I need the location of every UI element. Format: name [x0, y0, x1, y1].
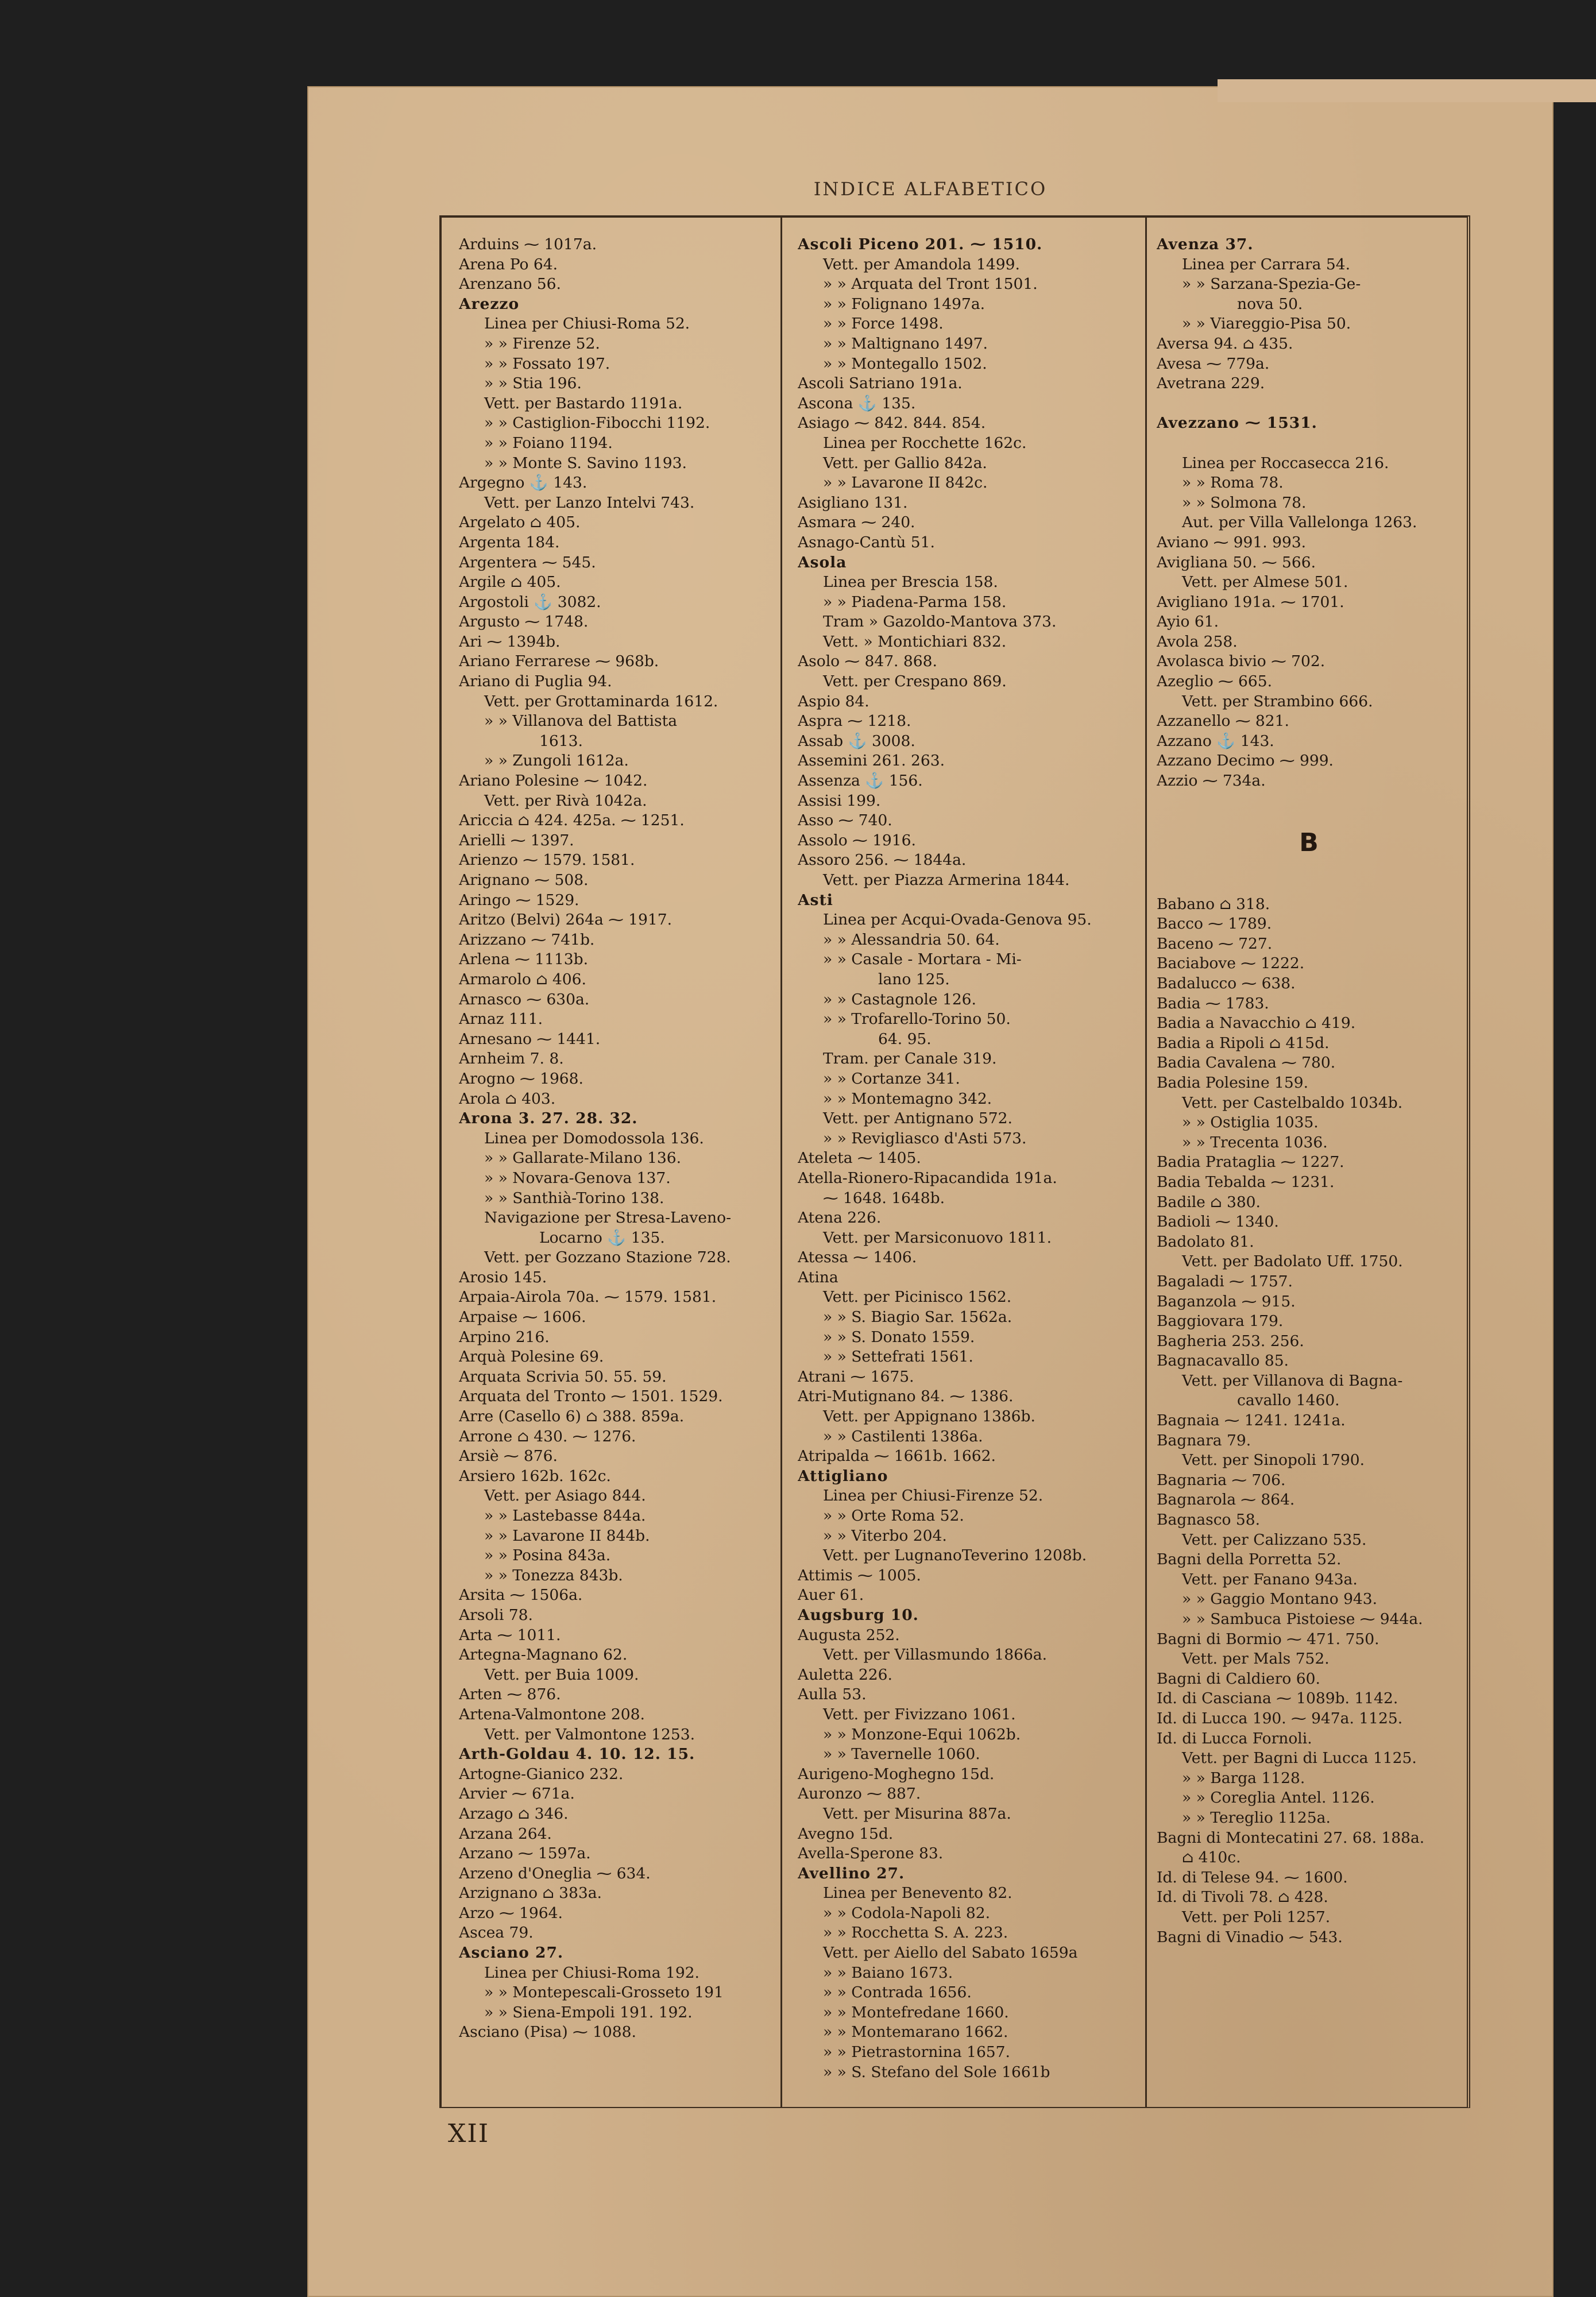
index-entry: Vett. per Buia 1009. [484, 1665, 639, 1684]
index-entry: » » Folignano 1497a. [823, 295, 986, 313]
index-entry: Arrone ⌂ 430. ⁓ 1276. [459, 1427, 636, 1445]
index-entry: Badolato 81. [1157, 1232, 1254, 1251]
index-entry: » » Montemarano 1662. [823, 2023, 1008, 2041]
index-entry: Ascona ⚓ 135. [798, 394, 916, 412]
index-entry: Armarolo ⌂ 406. [459, 970, 586, 988]
page-number: XII [448, 2119, 490, 2148]
index-heading: Avellino 27. [798, 1864, 905, 1882]
index-entry: Ari ⁓ 1394b. [459, 632, 561, 651]
index-entry: Vett. per Marsiconuovo 1811. [823, 1228, 1052, 1247]
index-entry: Arenzano 56. [459, 275, 561, 293]
index-entry: Avigliana 50. ⁓ 566. [1157, 553, 1316, 571]
index-entry: » » Gaggio Montano 943. [1182, 1590, 1378, 1608]
index-entry: 64. 95. [878, 1030, 932, 1048]
column-rule [1145, 218, 1147, 2107]
index-entry: Avegno 15d. [798, 1824, 894, 1843]
index-entry: lano 125. [878, 970, 950, 988]
index-column-3 [1157, 235, 1461, 2090]
index-entry: Vett. per Sinopoli 1790. [1182, 1451, 1365, 1470]
index-entry: Babano ⌂ 318. [1157, 895, 1270, 913]
index-entry: Azzio ⁓ 734a. [1157, 772, 1266, 790]
index-entry: » » Lavarone II 842c. [823, 474, 988, 492]
index-entry: » » Montefredane 1660. [823, 2003, 1009, 2021]
index-heading: Ascoli Piceno 201. ⁓ 1510. [798, 235, 1043, 253]
index-entry: Vett. per Grottaminarda 1612. [484, 692, 718, 710]
index-entry: Asigliano 131. [798, 493, 908, 512]
index-entry: Aritzo (Belvi) 264a ⁓ 1917. [459, 911, 673, 929]
index-entry: Vett. per Mals 752. [1182, 1650, 1330, 1668]
index-column-2 [798, 235, 1137, 2090]
index-entry: Navigazione per Stresa-Laveno- [484, 1209, 732, 1227]
index-entry: » » S. Biagio Sar. 1562a. [823, 1308, 1013, 1327]
index-entry: Bagni di Montecatini 27. 68. 188a. [1157, 1828, 1425, 1847]
index-entry: Avesa ⁓ 779a. [1157, 354, 1270, 373]
index-entry: Badioli ⁓ 1340. [1157, 1213, 1279, 1231]
page-header: INDICE ALFABETICO [813, 178, 1048, 200]
index-entry: Artogne-Gianico 232. [459, 1765, 624, 1783]
index-entry: » » Lavarone II 844b. [484, 1526, 650, 1545]
index-entry: Vett. per Misurina 887a. [823, 1804, 1011, 1823]
index-entry: Aulla 53. [798, 1685, 867, 1704]
index-entry: Arnaz 111. [459, 1010, 543, 1028]
index-entry: » » Cortanze 341. [823, 1069, 960, 1088]
index-entry: » » Posina 843a. [484, 1546, 611, 1565]
index-entry: Atripalda ⁓ 1661b. 1662. [798, 1447, 996, 1465]
index-entry: Avigliano 191a. ⁓ 1701. [1157, 593, 1344, 611]
index-entry: Attimis ⁓ 1005. [798, 1566, 921, 1584]
index-entry: Ariano di Puglia 94. [459, 672, 612, 691]
index-entry: » » Sambuca Pistoiese ⁓ 944a. [1182, 1610, 1423, 1628]
index-entry: » » Monzone-Equi 1062b. [823, 1725, 1021, 1743]
index-heading: Arona 3. 27. 28. 32. [459, 1109, 638, 1128]
index-entry: Vett. per Fivizzano 1061. [823, 1705, 1016, 1723]
index-entry: Arogno ⁓ 1968. [459, 1069, 583, 1088]
index-entry: Vett. per Appignano 1386b. [823, 1407, 1035, 1426]
index-entry: Vett. per Strambino 666. [1182, 692, 1373, 710]
index-entry: » » Villanova del Battista [484, 712, 678, 730]
index-entry: » » Arquata del Tront 1501. [823, 275, 1038, 293]
index-entry: Locarno ⚓ 135. [539, 1228, 665, 1247]
index-entry: Bagni della Porretta 52. [1157, 1550, 1342, 1569]
index-entry: Id. di Tivoli 78. ⌂ 428. [1157, 1888, 1328, 1907]
index-entry: Arta ⁓ 1011. [459, 1626, 561, 1644]
index-entry: Atrani ⁓ 1675. [798, 1367, 914, 1386]
index-entry: » » Novara-Genova 137. [484, 1169, 671, 1187]
index-heading: Avenza 37. [1157, 235, 1254, 253]
index-entry: Vett. per Fanano 943a. [1182, 1570, 1358, 1588]
index-entry: Arpaise ⁓ 1606. [459, 1308, 586, 1327]
index-entry: Vett. per Gozzano Stazione 728. [484, 1248, 731, 1267]
index-entry: » » Trecenta 1036. [1182, 1133, 1328, 1151]
index-entry: Argostoli ⚓ 3082. [459, 593, 601, 611]
index-entry: Ateleta ⁓ 1405. [798, 1149, 921, 1167]
index-entry: Atena 226. [798, 1209, 882, 1227]
index-entry: Bagni di Vinadio ⁓ 543. [1157, 1928, 1343, 1946]
index-entry: Arzignano ⌂ 383a. [459, 1884, 602, 1902]
index-entry: Bagheria 253. 256. [1157, 1332, 1304, 1350]
index-entry: » » Viareggio-Pisa 50. [1182, 315, 1351, 333]
index-entry: Arzana 264. [459, 1824, 552, 1843]
index-entry: Vett. per Picinisco 1562. [823, 1288, 1012, 1306]
index-entry: » » Zungoli 1612a. [484, 752, 629, 770]
index-entry: Auronzo ⁓ 887. [798, 1785, 921, 1803]
index-entry: Arquata Scrivia 50. 55. 59. [459, 1367, 667, 1386]
index-entry: » » Gallarate-Milano 136. [484, 1149, 682, 1167]
index-entry: Arvier ⁓ 671a. [459, 1785, 575, 1803]
index-entry: » » Castilenti 1386a. [823, 1427, 983, 1445]
index-entry: Badalucco ⁓ 638. [1157, 975, 1296, 992]
index-entry: » » Tavernelle 1060. [823, 1745, 980, 1764]
index-entry: Vett. per Gallio 842a. [823, 454, 987, 472]
index-entry: Bagnasco 58. [1157, 1511, 1261, 1529]
index-entry: » » Revigliasco d'Asti 573. [823, 1129, 1027, 1147]
index-entry: Assenza ⚓ 156. [798, 772, 923, 790]
index-entry: Baggiovara 179. [1157, 1312, 1284, 1331]
index-entry: » » Piadena-Parma 158. [823, 593, 1007, 611]
index-entry: Azzano Decimo ⁓ 999. [1157, 752, 1334, 770]
index-entry: » » Contrada 1656. [823, 1983, 972, 2002]
index-entry: Linea per Chiusi-Roma 192. [484, 1963, 700, 1982]
index-entry: Ascea 79. [459, 1924, 534, 1942]
index-entry: » » Montepescali-Grosseto 191 [484, 1983, 724, 2002]
index-entry: » » S. Donato 1559. [823, 1328, 975, 1346]
index-entry: Arsiero 162b. 162c. [459, 1467, 611, 1485]
index-entry: Vett. » Montichiari 832. [823, 632, 1007, 651]
index-entry: » » Pietrastornina 1657. [823, 2043, 1010, 2062]
index-entry: Arzo ⁓ 1964. [459, 1904, 563, 1922]
index-entry: Aspio 84. [798, 692, 870, 710]
index-entry: Id. di Telese 94. ⁓ 1600. [1157, 1868, 1348, 1886]
index-entry: » » Rocchetta S. A. 223. [823, 1924, 1008, 1942]
index-entry: Baceno ⁓ 727. [1157, 934, 1273, 953]
index-entry: Id. di Lucca Fornoli. [1157, 1729, 1312, 1747]
index-heading: Asti [798, 891, 833, 909]
index-entry: Assemini 261. 263. [798, 752, 945, 770]
index-entry: » » Tereglio 1125a. [1182, 1808, 1331, 1827]
index-heading: Arezzo [459, 295, 520, 313]
index-heading: Attigliano [798, 1467, 888, 1485]
index-entry: » » Coreglia Antel. 1126. [1182, 1789, 1375, 1807]
index-entry: ⌂ 410c. [1182, 1849, 1241, 1867]
index-entry: Ascoli Satriano 191a. [798, 374, 963, 393]
index-entry: Assisi 199. [798, 791, 881, 810]
index-entry: » » Orte Roma 52. [823, 1507, 964, 1525]
index-entry: Tram. per Canale 319. [823, 1050, 997, 1068]
index-entry: Arielli ⁓ 1397. [459, 831, 574, 849]
index-entry: Vett. per Lanzo Intelvi 743. [484, 493, 695, 512]
index-entry: Badia Prataglia ⁓ 1227. [1157, 1153, 1344, 1171]
index-entry: Azzano ⚓ 143. [1157, 732, 1274, 750]
index-entry: Baganzola ⁓ 915. [1157, 1292, 1296, 1310]
index-entry: Avetrana 229. [1157, 374, 1265, 393]
index-entry: » » Foiano 1194. [484, 434, 613, 452]
index-entry: Bagni di Caldiero 60. [1157, 1669, 1320, 1688]
index-entry: Arola ⌂ 403. [459, 1089, 556, 1108]
index-entry: Assab ⚓ 3008. [798, 732, 915, 750]
index-entry: Linea per Rocchette 162c. [823, 434, 1027, 452]
index-entry: ⁓ 1648. 1648b. [823, 1189, 945, 1207]
index-entry: Badia ⁓ 1783. [1157, 994, 1269, 1012]
index-entry: Aversa 94. ⌂ 435. [1157, 334, 1293, 353]
index-entry: Ariano Polesine ⁓ 1042. [459, 772, 648, 790]
index-entry: Atella-Rionero-Ripacandida 191a. [798, 1169, 1057, 1187]
index-entry: Vett. per Badolato Uff. 1750. [1182, 1252, 1403, 1271]
index-entry: Asmara ⁓ 240. [798, 513, 915, 532]
index-entry: Atri-Mutignano 84. ⁓ 1386. [798, 1387, 1014, 1406]
index-entry: » » Baiano 1673. [823, 1963, 953, 1982]
index-entry: Vett. per Poli 1257. [1182, 1908, 1331, 1926]
index-heading: Asola [798, 553, 847, 571]
index-entry: Linea per Acqui-Ovada-Genova 95. [823, 911, 1092, 929]
index-entry: » » Lastebasse 844a. [484, 1507, 646, 1525]
index-entry: Assoro 256. ⁓ 1844a. [798, 851, 967, 869]
index-entry: Badia Polesine 159. [1157, 1073, 1309, 1092]
index-entry: cavallo 1460. [1237, 1391, 1340, 1410]
index-entry: Bagaladi ⁓ 1757. [1157, 1272, 1293, 1290]
index-entry: Vett. per Rivà 1042a. [484, 791, 647, 810]
index-entry: Vett. per Calizzano 535. [1182, 1530, 1367, 1549]
spacer [1157, 434, 1461, 454]
index-entry: Avolasca bivio ⁓ 702. [1157, 652, 1326, 671]
index-entry: nova 50. [1237, 295, 1303, 313]
index-entry: Badia a Navacchio ⌂ 419. [1157, 1014, 1356, 1033]
index-entry: Vett. per Crespano 869. [823, 672, 1007, 691]
index-entry: Arsita ⁓ 1506a. [459, 1586, 583, 1604]
index-entry: Aringo ⁓ 1529. [459, 891, 579, 909]
index-entry: » » Maltignano 1497. [823, 334, 988, 353]
index-entry: Tram » Gazoldo-Mantova 373. [823, 613, 1057, 631]
index-entry: Arten ⁓ 876. [459, 1685, 561, 1704]
index-entry: Linea per Benevento 82. [823, 1884, 1013, 1902]
index-entry: » » Tonezza 843b. [484, 1566, 623, 1584]
index-entry: Arlena ⁓ 1113b. [459, 950, 589, 969]
index-entry: Avola 258. [1157, 632, 1238, 651]
index-entry: Augusta 252. [798, 1626, 900, 1644]
index-entry: » » Casale - Mortara - Mi- [823, 950, 1022, 969]
index-entry: Auletta 226. [798, 1665, 892, 1684]
index-entry: Baciabove ⁓ 1222. [1157, 954, 1305, 973]
index-column-1 [459, 235, 769, 2090]
index-entry: Badile ⌂ 380. [1157, 1193, 1261, 1211]
index-entry: Vett. per Bastardo 1191a. [484, 394, 683, 412]
index-entry: » » S. Stefano del Sole 1661b [823, 2063, 1050, 2081]
index-entry: » » Firenze 52. [484, 334, 600, 353]
index-entry: Argelato ⌂ 405. [459, 513, 581, 532]
index-entry: Argegno ⚓ 143. [459, 474, 588, 492]
index-entry: Ayio 61. [1157, 613, 1219, 631]
index-entry: Arpaia-Airola 70a. ⁓ 1579. 1581. [459, 1288, 717, 1306]
index-entry: » » Force 1498. [823, 315, 944, 333]
index-entry: Linea per Brescia 158. [823, 573, 998, 591]
index-entry: Arosio 145. [459, 1268, 547, 1286]
index-entry: Arduins ⁓ 1017a. [459, 235, 597, 253]
index-entry: Atina [798, 1268, 838, 1286]
index-entry: » » Stia 196. [484, 374, 582, 393]
index-entry: » » Montegallo 1502. [823, 354, 987, 373]
index-entry: Bagnarola ⁓ 864. [1157, 1491, 1295, 1509]
index-entry: Arzano ⁓ 1597a. [459, 1844, 591, 1863]
index-entry: Aurigeno-Moghegno 15d. [798, 1765, 995, 1783]
index-entry: Badia Cavalena ⁓ 780. [1157, 1054, 1336, 1072]
index-entry: Arienzo ⁓ 1579. 1581. [459, 851, 635, 869]
index-entry: Vett. per Asiago 844. [484, 1487, 646, 1505]
index-entry: Assolo ⁓ 1916. [798, 831, 916, 849]
index-entry: » » Codola-Napoli 82. [823, 1904, 991, 1922]
index-entry: Badia a Ripoli ⌂ 415d. [1157, 1034, 1330, 1052]
index-entry: Bagnara 79. [1157, 1431, 1251, 1449]
index-entry: » » Castiglion-Fibocchi 1192. [484, 414, 710, 432]
index-entry: Arsiè ⁓ 876. [459, 1447, 558, 1465]
index-entry: Linea per Domodossola 136. [484, 1129, 704, 1147]
index-entry: Arena Po 64. [459, 255, 558, 273]
index-entry: Argenta 184. [459, 533, 560, 551]
book-page [307, 86, 1554, 2297]
spacer [1157, 394, 1461, 414]
index-entry: Arre (Casello 6) ⌂ 388. 859a. [459, 1407, 685, 1426]
index-entry: Vett. per Castelbaldo 1034b. [1182, 1093, 1403, 1112]
index-entry: Arzeno d'Oneglia ⁓ 634. [459, 1864, 651, 1882]
index-entry: Linea per Chiusi-Roma 52. [484, 315, 690, 333]
index-entry: » » Siena-Empoli 191. 192. [484, 2003, 693, 2021]
index-entry: Vett. per Bagni di Lucca 1125. [1182, 1749, 1417, 1768]
index-entry: Badia Tebalda ⁓ 1231. [1157, 1173, 1335, 1191]
index-entry: » » Settefrati 1561. [823, 1348, 973, 1366]
index-entry: » » Sarzana-Spezia-Ge- [1182, 275, 1361, 293]
index-entry: Vett. per Amandola 1499. [823, 255, 1020, 273]
index-entry: » » Solmona 78. [1182, 493, 1307, 512]
index-entry: Artegna-Magnano 62. [459, 1646, 628, 1664]
index-entry: Artena-Valmontone 208. [459, 1705, 645, 1723]
index-entry: Ariano Ferrarese ⁓ 968b. [459, 652, 659, 671]
index-entry: Arquata del Tronto ⁓ 1501. 1529. [459, 1387, 723, 1406]
index-entry: Ariccia ⌂ 424. 425a. ⁓ 1251. [459, 811, 685, 830]
index-entry: Vett. per Almese 501. [1182, 573, 1348, 591]
index-heading: Avezzano ⁓ 1531. [1157, 414, 1317, 432]
index-heading: Augsburg 10. [798, 1606, 919, 1624]
index-entry: Bagnaia ⁓ 1241. 1241a. [1157, 1412, 1346, 1430]
index-entry: Vett. per Aiello del Sabato 1659a [823, 1944, 1078, 1962]
index-entry: Arizzano ⁓ 741b. [459, 930, 595, 949]
index-entry: Vett. per Antignano 572. [823, 1109, 1013, 1128]
index-entry: Asciano (Pisa) ⁓ 1088. [459, 2023, 636, 2041]
index-heading: Arth-Goldau 4. 10. 12. 15. [459, 1745, 695, 1764]
index-entry: Bagni di Bormio ⁓ 471. 750. [1157, 1630, 1379, 1648]
index-entry: Aspra ⁓ 1218. [798, 712, 911, 730]
index-entry: Auer 61. [798, 1586, 864, 1604]
index-entry: Vett. per Villasmundo 1866a. [823, 1646, 1048, 1664]
index-entry: » » Alessandria 50. 64. [823, 930, 1000, 949]
index-entry: Arnasco ⁓ 630a. [459, 990, 590, 1008]
index-entry: Aut. per Villa Vallelonga 1263. [1182, 513, 1417, 532]
index-entry: » » Santhià-Torino 138. [484, 1189, 664, 1207]
index-entry: Arzago ⌂ 346. [459, 1804, 569, 1823]
index-entry: Linea per Carrara 54. [1182, 255, 1351, 273]
index-entry: Id. di Casciana ⁓ 1089b. 1142. [1157, 1689, 1398, 1708]
index-entry: Vett. per Valmontone 1253. [484, 1725, 695, 1743]
index-entry: Asso ⁓ 740. [798, 811, 892, 830]
index-entry: Azeglio ⁓ 665. [1157, 672, 1273, 691]
index-entry: Aviano ⁓ 991. 993. [1157, 533, 1307, 551]
index-entry: » » Barga 1128. [1182, 1769, 1305, 1787]
index-entry: Vett. per LugnanoTeverino 1208b. [823, 1546, 1087, 1565]
index-entry: Arnheim 7. 8. [459, 1050, 564, 1068]
index-entry: Azzanello ⁓ 821. [1157, 712, 1289, 730]
index-heading: Asciano 27. [459, 1944, 564, 1962]
index-entry: Vett. per Villanova di Bagna- [1182, 1371, 1403, 1390]
index-entry: Arnesano ⁓ 1441. [459, 1030, 601, 1048]
index-entry: Asnago-Cantù 51. [798, 533, 935, 551]
index-entry: » » Trofarello-Torino 50. [823, 1010, 1011, 1028]
index-entry: Linea per Chiusi-Firenze 52. [823, 1487, 1044, 1505]
page-edge-tab [1218, 79, 1596, 102]
index-entry: Arquà Polesine 69. [459, 1348, 604, 1366]
index-entry: Arpino 216. [459, 1328, 550, 1346]
index-entry: » » Monte S. Savino 1193. [484, 454, 687, 472]
index-entry: » » Fossato 197. [484, 354, 610, 373]
section-letter: B [1299, 827, 1319, 857]
index-entry: Asolo ⁓ 847. 868. [798, 652, 937, 671]
index-entry: » » Roma 78. [1182, 474, 1284, 492]
index-entry: » » Castagnole 126. [823, 990, 976, 1008]
index-entry: Atessa ⁓ 1406. [798, 1248, 917, 1267]
index-entry: » » Ostiglia 1035. [1182, 1113, 1319, 1132]
index-entry: Asiago ⁓ 842. 844. 854. [798, 414, 986, 432]
index-entry: » » Viterbo 204. [823, 1526, 947, 1545]
index-entry: 1613. [539, 732, 583, 750]
index-entry: » » Montemagno 342. [823, 1089, 992, 1108]
column-rule [780, 218, 782, 2107]
index-entry: Argile ⌂ 405. [459, 573, 561, 591]
index-entry: Linea per Roccasecca 216. [1182, 454, 1389, 472]
index-entry: Bagnaria ⁓ 706. [1157, 1471, 1286, 1489]
index-entry: Vett. per Piazza Armerina 1844. [823, 871, 1070, 889]
index-entry: Bagnacavallo 85. [1157, 1352, 1289, 1370]
index-entry: Avella-Sperone 83. [798, 1844, 944, 1863]
index-entry: Arignano ⁓ 508. [459, 871, 589, 889]
index-entry: Bacco ⁓ 1789. [1157, 915, 1272, 933]
index-entry: Arsoli 78. [459, 1606, 533, 1624]
index-frame [439, 215, 1470, 2108]
index-entry: Id. di Lucca 190. ⁓ 947a. 1125. [1157, 1709, 1403, 1727]
index-entry: Argentera ⁓ 545. [459, 553, 596, 571]
index-entry: Argusto ⁓ 1748. [459, 613, 589, 631]
